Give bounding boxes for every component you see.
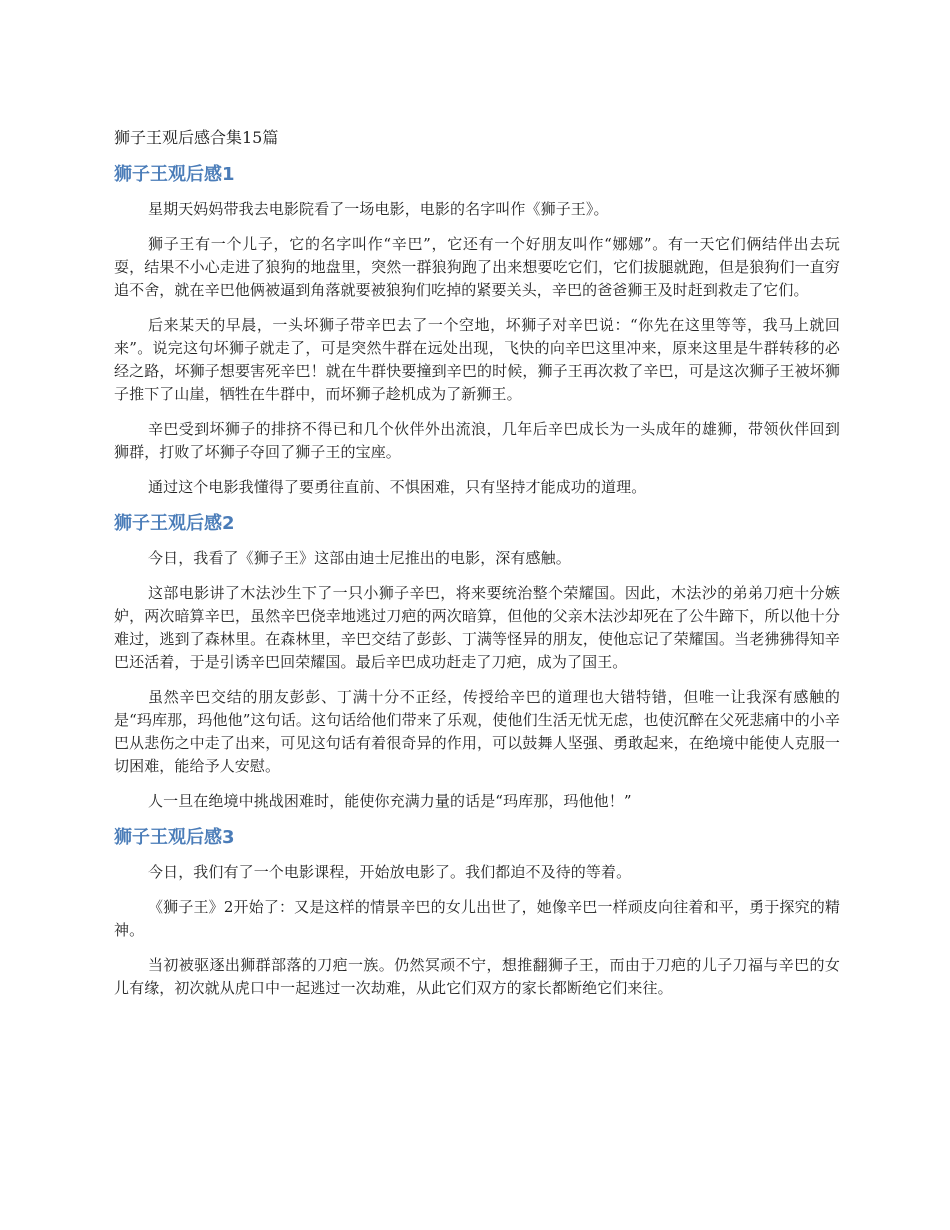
section-heading: 狮子王观后感2 — [114, 513, 235, 534]
paragraph: 通过这个电影我懂得了要勇往直前、不惧困难，只有坚持才能成功的道理。 — [148, 478, 647, 496]
paragraph: 今日，我看了《狮子王》这部由迪士尼推出的电影，深有感触。 — [148, 549, 571, 567]
section-1 — [114, 162, 840, 499]
document-title: 狮子王观后感合集15篇 — [114, 128, 279, 147]
paragraph: 狮子王有一个儿子，它的名字叫作“辛巴”，它还有一个好朋友叫作“娜娜”。有一天它们俩结伴出去玩耍，结果不小心走进了狼狗的地盘里，突然一群狼狗跑了出来想要吃它们，它们拔腿就跑，但是狼狗们一直穷追不舍，就在辛巴他俩被逼到角落就要被狼狗们吃掉的紧要关头，辛巴的爸爸狮王及时赶到救走了它们。 — [114, 235, 840, 299]
paragraph: 星期天妈妈带我去电影院看了一场电影，电影的名字叫作《狮子王》。 — [148, 200, 609, 218]
section-3 — [114, 825, 840, 1000]
paragraph: 人一旦在绝境中挑战困难时，能使你充满力量的话是“玛库那，玛他他！” — [148, 792, 632, 810]
paragraph: 后来某天的早晨，一头坏狮子带辛巴去了一个空地，坏狮子对辛巴说：“你先在这里等等，我马上就回来”。说完这句坏狮子就走了，可是突然牛群在远处出现，飞快的向辛巴这里冲来，原来这里是牛群转移的必经之路，坏狮子想要害死辛巴！就在牛群快要撞到辛巴的时候，狮子王再次救了辛巴，可是这次狮子王被坏狮子推下了山崖，牺牲在牛群中，而坏狮子趁机成为了新狮王。 — [114, 316, 840, 403]
paragraph: 辛巴受到坏狮子的排挤不得已和几个伙伴外出流浪，几年后辛巴成长为一头成年的雄狮，带领伙伴回到狮群，打败了坏狮子夺回了狮子王的宝座。 — [114, 420, 840, 461]
section-heading: 狮子王观后感1 — [114, 164, 235, 185]
paragraph: 《狮子王》2开始了：又是这样的情景辛巴的女儿出世了，她像辛巴一样顽皮向往着和平，勇于探究的精神。 — [114, 898, 840, 939]
paragraph: 虽然辛巴交结的朋友彭彭、丁满十分不正经，传授给辛巴的道理也大错特错，但唯一让我深有感触的是“玛库那，玛他他”这句话。这句话给他们带来了乐观，使他们生活无忧无虑，也使沉醉在父死悲痛中的小辛巴从悲伤之中走了出来，可见这句话有着很奇异的作用，可以鼓舞人坚强、勇敢起来，在绝境中能使人克服一切困难，能给予人安慰。 — [114, 688, 840, 775]
paragraph: 今日，我们有了一个电影课程，开始放电影了。我们都迫不及待的等着。 — [148, 863, 632, 881]
paragraph: 这部电影讲了木法沙生下了一只小狮子辛巴，将来要统治整个荣耀国。因此，木法沙的弟弟刀疤十分嫉妒，两次暗算辛巴，虽然辛巴侥幸地逃过刀疤的两次暗算，但他的父亲木法沙却死在了公牛蹄下，所以他十分难过，逃到了森林里。在森林里，辛巴交结了彭彭、丁满等怪异的朋友，使他忘记了荣耀国。当老狒狒得知辛巴还活着，于是引诱辛巴回荣耀国。最后辛巴成功赶走了刀疤，成为了国王。 — [114, 584, 840, 671]
section-heading: 狮子王观后感3 — [114, 827, 235, 848]
section-2 — [114, 511, 840, 813]
paragraph: 当初被驱逐出狮群部落的刀疤一族。仍然冥顽不宁，想推翻狮子王，而由于刀疤的儿子刀福与辛巴的女儿有缘，初次就从虎口中一起逃过一次劫难，从此它们双方的家长都断绝它们来往。 — [114, 956, 840, 997]
document-content — [114, 126, 840, 1012]
